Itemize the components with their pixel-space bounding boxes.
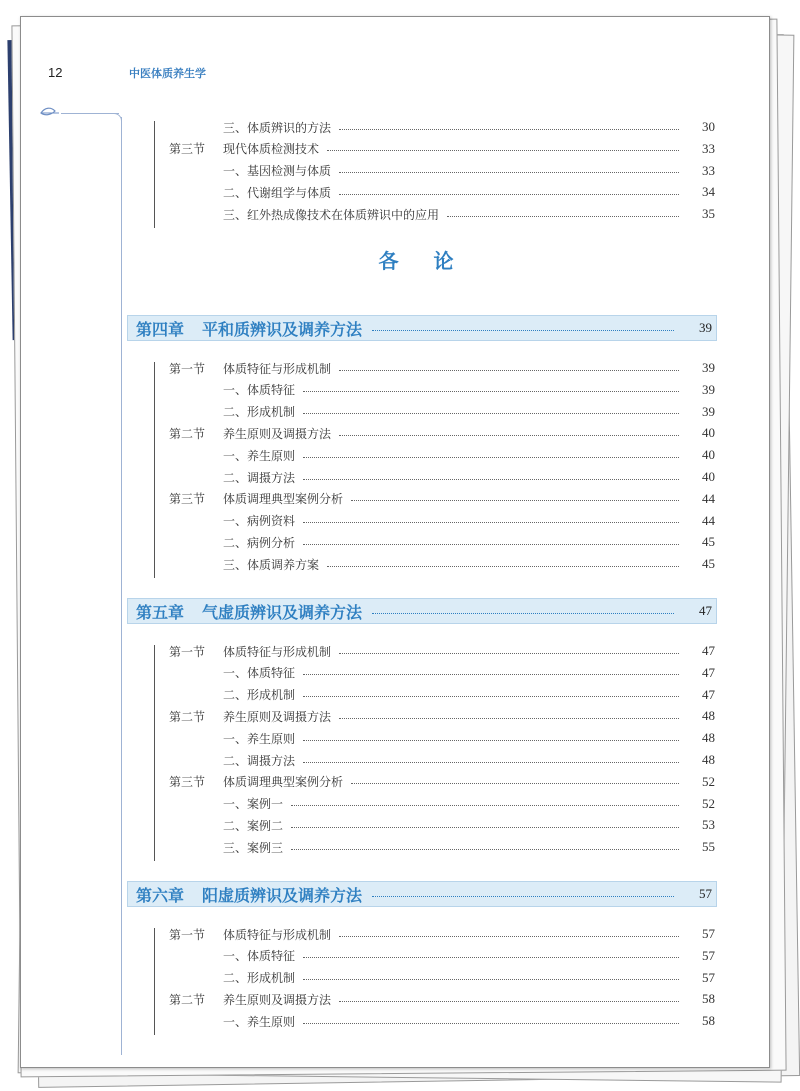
toc-section-row[interactable] xyxy=(169,489,715,509)
chapter-title: 气虚质辨识及调养方法 xyxy=(202,602,363,622)
toc-page-number: 57 xyxy=(702,969,715,985)
toc-page-number: 39 xyxy=(702,381,715,397)
section-number: 第三节 xyxy=(169,142,206,157)
toc-subsection-row[interactable] xyxy=(169,532,715,552)
toc-entry-title: 二、病例分析 xyxy=(223,535,296,550)
dot-leader xyxy=(339,435,679,436)
toc-section-row[interactable] xyxy=(169,924,715,944)
toc-subsection-row[interactable] xyxy=(169,554,715,574)
leaf-ornament-icon xyxy=(39,105,61,119)
dot-leader xyxy=(303,674,679,675)
dot-leader xyxy=(291,849,679,850)
dot-leader xyxy=(303,544,679,545)
section-number: 第一节 xyxy=(169,927,206,942)
toc-subsection-row[interactable] xyxy=(169,402,715,422)
ornament-rule xyxy=(61,113,119,114)
toc-entry-title: 现代体质检测技术 xyxy=(223,142,320,157)
toc-entry-title: 二、形成机制 xyxy=(223,405,296,420)
section-number: 第二节 xyxy=(169,709,206,724)
dot-leader xyxy=(447,216,679,217)
toc-entry-title: 体质调理典型案例分析 xyxy=(223,492,344,507)
toc-subsection-row[interactable] xyxy=(169,663,715,683)
dot-leader xyxy=(303,479,679,480)
toc-page-number: 48 xyxy=(702,730,715,746)
toc-section-row[interactable] xyxy=(169,989,715,1009)
dot-leader xyxy=(303,696,679,697)
dot-leader xyxy=(339,936,679,937)
toc-subsection-row[interactable] xyxy=(169,467,715,487)
dot-leader xyxy=(291,827,679,828)
toc-subsection-row[interactable] xyxy=(169,794,715,814)
chapter-number: 第五章 xyxy=(136,602,185,622)
dot-leader xyxy=(372,330,674,331)
toc-entry-title: 一、病例资料 xyxy=(223,514,296,529)
toc-page-number: 52 xyxy=(702,795,715,811)
dot-leader xyxy=(303,979,679,980)
chapter-number: 第四章 xyxy=(136,319,185,339)
toc-section-row[interactable] xyxy=(169,641,715,661)
toc-entry-title: 二、调摄方法 xyxy=(223,470,296,485)
dot-leader xyxy=(303,957,679,958)
running-head-title: 中医体质养生学 xyxy=(129,67,206,80)
toc-page-number: 55 xyxy=(702,839,715,855)
toc-subsection-row[interactable] xyxy=(169,445,715,465)
section-bracket xyxy=(154,121,155,228)
toc-subsection-row[interactable] xyxy=(169,182,715,202)
toc-page-number: 44 xyxy=(702,490,715,506)
dot-leader xyxy=(339,370,679,371)
section-number: 第一节 xyxy=(169,644,206,659)
dot-leader xyxy=(339,1001,679,1002)
section-bracket xyxy=(154,362,155,578)
dot-leader xyxy=(372,613,674,614)
toc-entry-title: 一、案例一 xyxy=(223,797,284,812)
dot-leader xyxy=(351,783,679,784)
toc-page-number: 35 xyxy=(702,206,715,222)
toc-subsection-row[interactable] xyxy=(169,946,715,966)
dot-leader xyxy=(327,566,679,567)
toc-subsection-row[interactable] xyxy=(169,204,715,224)
section-number: 第二节 xyxy=(169,426,206,441)
toc-subsection-row[interactable] xyxy=(169,837,715,857)
toc-section-row[interactable] xyxy=(169,358,715,378)
dot-leader xyxy=(303,522,679,523)
toc-page-number: 48 xyxy=(702,708,715,724)
toc-subsection-row[interactable] xyxy=(169,511,715,531)
toc-page-number: 53 xyxy=(702,817,715,833)
toc-entry-title: 体质特征与形成机制 xyxy=(223,927,332,942)
toc-entry-title: 体质特征与形成机制 xyxy=(223,644,332,659)
chapter-page: 57 xyxy=(699,886,712,901)
toc-subsection-row[interactable] xyxy=(169,815,715,835)
toc-entry-title: 二、调摄方法 xyxy=(223,753,296,768)
chapter-title: 平和质辨识及调养方法 xyxy=(202,319,363,339)
dot-leader xyxy=(303,457,679,458)
toc-subsection-row[interactable] xyxy=(169,161,715,181)
toc-page-number: 40 xyxy=(702,447,715,463)
toc-page-number: 47 xyxy=(702,664,715,680)
toc-subsection-row[interactable] xyxy=(169,380,715,400)
toc-page-number: 48 xyxy=(702,752,715,767)
toc-entry-title: 二、形成机制 xyxy=(223,971,296,986)
part-title: 各 论 xyxy=(378,249,468,273)
section-bracket xyxy=(154,928,155,1035)
toc-page-number: 58 xyxy=(702,1013,715,1029)
toc-subsection-row[interactable] xyxy=(169,750,715,770)
toc-entry-title: 二、形成机制 xyxy=(223,688,296,703)
toc-subsection-row[interactable] xyxy=(169,968,715,988)
dot-leader xyxy=(339,129,679,130)
dot-leader xyxy=(291,805,679,806)
toc-entry-title: 三、红外热成像技术在体质辨识中的应用 xyxy=(223,207,440,222)
toc-page-number: 30 xyxy=(702,119,715,134)
toc-page xyxy=(20,16,770,1068)
toc-entry-title: 三、案例三 xyxy=(223,840,284,855)
section-number: 第三节 xyxy=(169,775,206,790)
toc-page-number: 33 xyxy=(702,140,715,156)
chapter-title: 阳虚质辨识及调养方法 xyxy=(202,885,363,905)
chapter-page: 47 xyxy=(699,603,712,618)
dot-leader xyxy=(339,194,679,195)
toc-entry-title: 一、养生原则 xyxy=(223,448,296,463)
toc-page-number: 34 xyxy=(702,184,715,200)
dot-leader xyxy=(303,1023,679,1024)
toc-subsection-row[interactable] xyxy=(169,1011,715,1031)
toc-page-number: 58 xyxy=(702,991,715,1007)
dot-leader xyxy=(372,896,674,897)
section-number: 第二节 xyxy=(169,992,206,1007)
toc-page-number: 33 xyxy=(702,162,715,178)
toc-page-number: 45 xyxy=(702,556,715,572)
toc-entry-title: 体质调理典型案例分析 xyxy=(223,775,344,790)
toc-page-number: 47 xyxy=(702,643,715,658)
dot-leader xyxy=(339,653,679,654)
toc-entry-title: 一、基因检测与体质 xyxy=(223,164,332,179)
dot-leader xyxy=(339,172,679,173)
toc-section-row[interactable] xyxy=(169,423,715,443)
chapter-heading[interactable] xyxy=(127,881,717,907)
toc-entry-title: 三、体质辨识的方法 xyxy=(223,120,332,135)
toc-entry-title: 一、体质特征 xyxy=(223,383,296,398)
toc-entry-title: 养生原则及调摄方法 xyxy=(223,992,332,1007)
toc-entry-title: 三、体质调养方案 xyxy=(223,557,320,572)
dot-leader xyxy=(303,762,679,763)
toc-page-number: 40 xyxy=(702,425,715,441)
toc-entry-title: 一、养生原则 xyxy=(223,731,296,746)
dot-leader xyxy=(303,391,679,392)
toc-entry-title: 养生原则及调摄方法 xyxy=(223,426,332,441)
section-bracket xyxy=(154,645,155,861)
toc-page-number: 39 xyxy=(702,360,715,375)
toc-entry-title: 一、体质特征 xyxy=(223,949,296,964)
toc-page-number: 47 xyxy=(702,686,715,702)
toc-subsection-row[interactable] xyxy=(169,728,715,748)
section-number: 第一节 xyxy=(169,361,206,376)
toc-entry-title: 体质特征与形成机制 xyxy=(223,361,332,376)
toc-page-number: 52 xyxy=(702,773,715,789)
toc-section-row[interactable] xyxy=(169,706,715,726)
dot-leader xyxy=(327,150,679,151)
dot-leader xyxy=(303,413,679,414)
toc-subsection-row[interactable] xyxy=(169,685,715,705)
dot-leader xyxy=(303,740,679,741)
chapter-number: 第六章 xyxy=(136,885,185,905)
toc-entry-title: 二、代谢组学与体质 xyxy=(223,185,332,200)
toc-subsection-row[interactable] xyxy=(169,117,715,137)
page-number: 12 xyxy=(48,65,63,80)
toc-page-number: 57 xyxy=(702,926,715,941)
toc-page-number: 45 xyxy=(702,534,715,550)
toc-entry-title: 二、案例二 xyxy=(223,818,284,833)
toc-entry-title: 养生原则及调摄方法 xyxy=(223,709,332,724)
toc-entry-title: 一、体质特征 xyxy=(223,666,296,681)
toc-page-number: 39 xyxy=(702,403,715,419)
toc-page-number: 40 xyxy=(702,469,715,484)
margin-rule xyxy=(121,117,122,1055)
toc-section-row[interactable] xyxy=(169,772,715,792)
toc-section-row[interactable] xyxy=(169,139,715,159)
chapter-heading[interactable] xyxy=(127,315,717,341)
dot-leader xyxy=(339,718,679,719)
toc-page-number: 44 xyxy=(702,512,715,528)
toc-entry-title: 一、养生原则 xyxy=(223,1014,296,1029)
chapter-page: 39 xyxy=(699,320,712,335)
chapter-heading[interactable] xyxy=(127,598,717,624)
dot-leader xyxy=(351,500,679,501)
section-number: 第三节 xyxy=(169,492,206,507)
toc-page-number: 57 xyxy=(702,947,715,963)
